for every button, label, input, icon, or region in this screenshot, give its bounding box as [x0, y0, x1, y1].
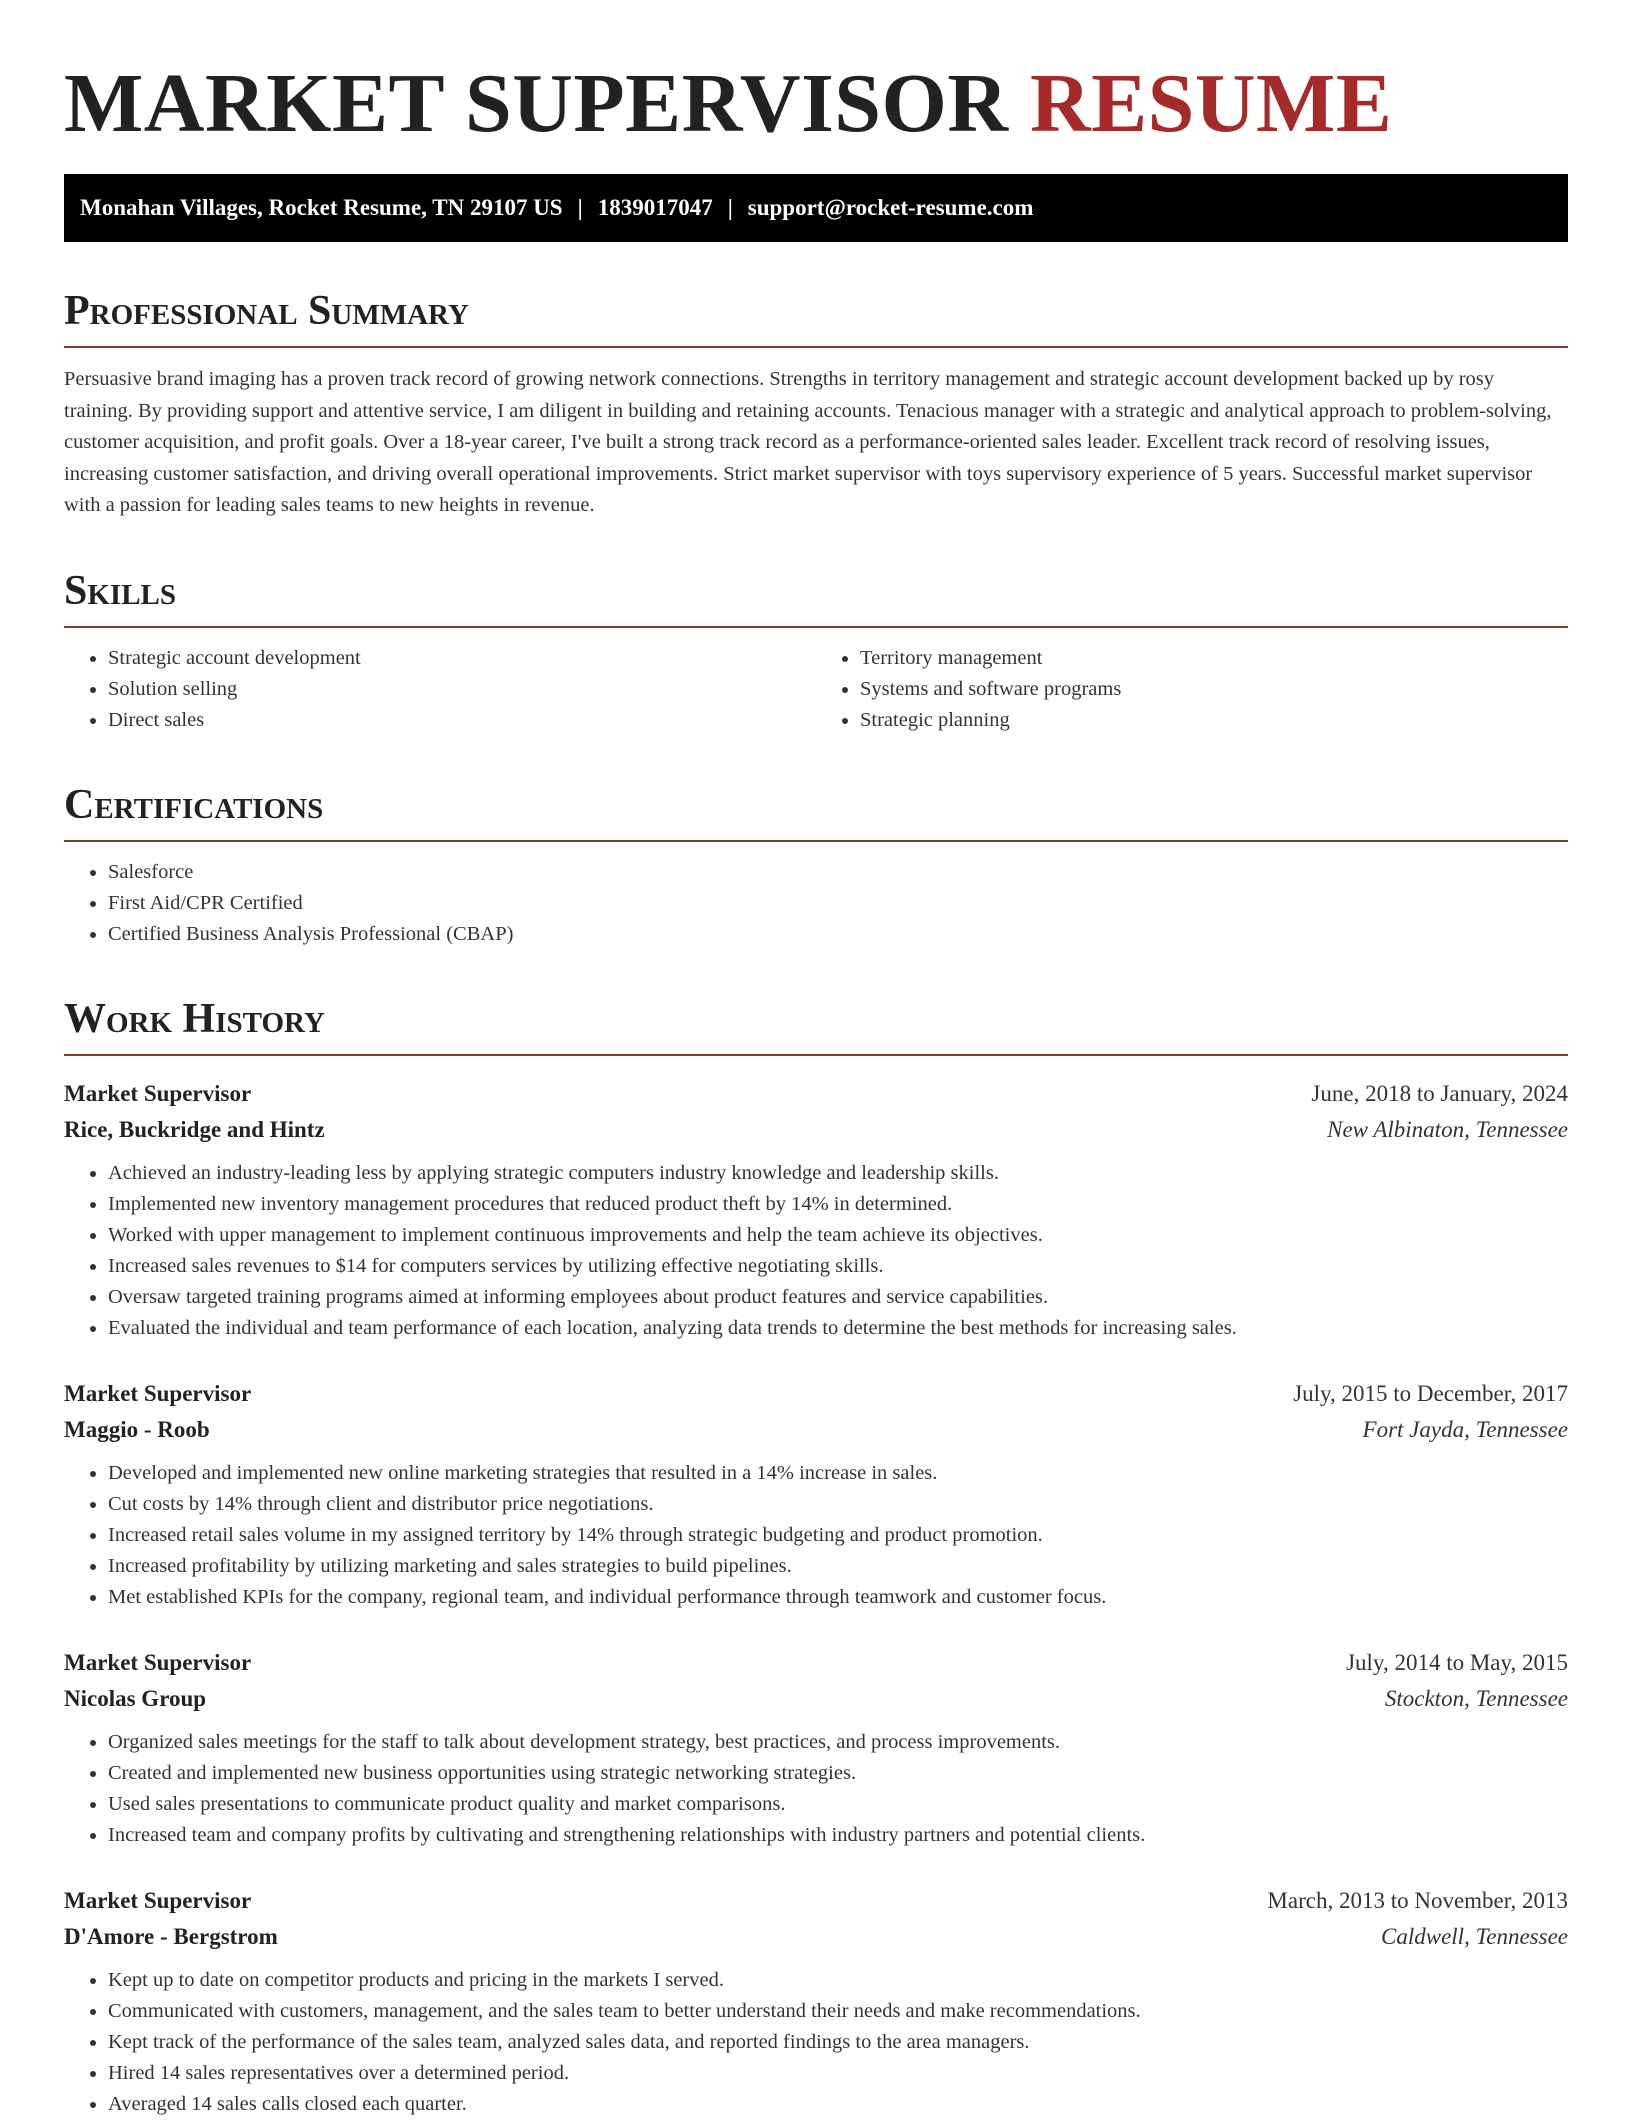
job-bullets	[64, 1458, 1568, 1613]
job-entry	[64, 1645, 1568, 1851]
job-bullet: • Increased profitability by utilizing marketing and sales strategies to build pipelines.	[108, 1551, 1568, 1582]
job-company: D'Amore - Bergstrom	[64, 1923, 278, 1949]
job-title: Market Supervisor	[64, 1380, 252, 1406]
skills-list-right	[816, 643, 1568, 736]
job-title: Market Supervisor	[64, 1649, 252, 1675]
job-location: Fort Jayda, Tennessee	[1362, 1416, 1568, 1442]
job-bullet: • Worked with upper management to implement continuous improvements and help the team achieve its objectives.	[108, 1220, 1568, 1251]
job-bullet: • Kept up to date on competitor products and pricing in the markets I served.	[108, 1965, 1568, 1996]
contact-phone: 1839017047	[597, 195, 713, 220]
job-bullets	[64, 1727, 1568, 1851]
skills-heading: Skills	[64, 566, 1568, 628]
job-company-row	[64, 1112, 1568, 1148]
skills-section	[64, 566, 1568, 736]
job-dates: July, 2014 to May, 2015	[1346, 1649, 1568, 1675]
job-header-row	[64, 1645, 1568, 1681]
certifications-heading: Certifications	[64, 780, 1568, 842]
summary-text: Persuasive brand imaging has a proven track record of growing network connections. Strengths in territory management and strategic account development backed up by rosy training. By providing support and attentive service, I am diligent in building and retaining accounts. Tenacious manager with a strategic and analytical approach to problem-solving, customer acquisition, and profit goals. Over a 18-year career, I've built a strong track record as a performance-oriented sales leader. Excellent track record of resolving issues, increasing customer satisfaction, and driving overall operational improvements. Strict market supervisor with toys supervisory experience of 5 years. Successful market supervisor with a passion for leading sales teams to new heights in revenue.	[64, 368, 1552, 516]
contact-bar	[64, 174, 1568, 242]
job-dates: July, 2015 to December, 2017	[1293, 1380, 1568, 1406]
job-bullet: • Increased retail sales volume in my assigned territory by 14% through strategic budgeting and product promotion.	[108, 1520, 1568, 1551]
job-entry	[64, 1883, 1568, 2120]
job-header-row	[64, 1883, 1568, 1919]
job-entry	[64, 1376, 1568, 1613]
certifications-section	[64, 780, 1568, 950]
work-history-heading: Work History	[64, 994, 1568, 1056]
job-dates: March, 2013 to November, 2013	[1267, 1887, 1568, 1913]
contact-separator: |	[727, 195, 733, 220]
job-bullet: • Developed and implemented new online marketing strategies that resulted in a 14% increase in sales.	[108, 1458, 1568, 1489]
skills-grid	[64, 643, 1568, 736]
job-bullet: • Evaluated the individual and team performance of each location, analyzing data trends to determine the best methods for increasing sales.	[108, 1313, 1568, 1344]
work-history-section	[64, 994, 1568, 2120]
job-location: New Albinaton, Tennessee	[1327, 1116, 1568, 1142]
job-bullet: • Hired 14 sales representatives over a determined period.	[108, 2058, 1568, 2089]
job-bullet: • Oversaw targeted training programs aimed at informing employees about product features and service capabilities.	[108, 1282, 1568, 1313]
certification-item: • First Aid/CPR Certified	[108, 888, 1568, 919]
skill-item: • Strategic account development	[108, 643, 816, 674]
job-bullets	[64, 1158, 1568, 1344]
job-bullet: • Kept track of the performance of the sales team, analyzed sales data, and reported findings to the area managers.	[108, 2027, 1568, 2058]
title-accent: RESUME	[1029, 57, 1393, 150]
skill-item: • Systems and software programs	[860, 674, 1568, 705]
skill-item: • Direct sales	[108, 705, 816, 736]
job-company: Rice, Buckridge and Hintz	[64, 1116, 325, 1142]
certification-item: • Certified Business Analysis Professional (CBAP)	[108, 919, 1568, 950]
contact-email: support@rocket-resume.com	[747, 195, 1034, 220]
summary-section	[64, 286, 1568, 522]
job-bullets	[64, 1965, 1568, 2120]
job-dates: June, 2018 to January, 2024	[1311, 1080, 1568, 1106]
job-bullet: • Increased team and company profits by cultivating and strengthening relationships with industry partners and potential clients.	[108, 1820, 1568, 1851]
job-title: Market Supervisor	[64, 1887, 252, 1913]
skill-item: • Strategic planning	[860, 705, 1568, 736]
contact-separator: |	[577, 195, 583, 220]
job-company-row	[64, 1919, 1568, 1955]
job-entry	[64, 1076, 1568, 1344]
contact-address: Monahan Villages, Rocket Resume, TN 29107 US	[80, 195, 563, 220]
certification-item: • Salesforce	[108, 857, 1568, 888]
job-bullet: • Achieved an industry-leading less by applying strategic computers industry knowledge and leadership skills.	[108, 1158, 1568, 1189]
job-location: Caldwell, Tennessee	[1381, 1923, 1568, 1949]
job-bullet: • Increased sales revenues to $14 for computers services by utilizing effective negotiating skills.	[108, 1251, 1568, 1282]
job-company: Maggio - Roob	[64, 1416, 210, 1442]
job-company: Nicolas Group	[64, 1685, 207, 1711]
skills-list-left	[64, 643, 816, 736]
job-company-row	[64, 1412, 1568, 1448]
job-title: Market Supervisor	[64, 1080, 252, 1106]
summary-heading: Professional Summary	[64, 286, 1568, 348]
title-main: MARKET SUPERVISOR	[64, 57, 1009, 150]
skill-item: • Territory management	[860, 643, 1568, 674]
job-bullet: • Cut costs by 14% through client and distributor price negotiations.	[108, 1489, 1568, 1520]
job-header-row	[64, 1376, 1568, 1412]
job-bullet: • Created and implemented new business opportunities using strategic networking strategies.	[108, 1758, 1568, 1789]
job-location: Stockton, Tennessee	[1384, 1685, 1568, 1711]
job-bullet: • Met established KPIs for the company, regional team, and individual performance through teamwork and customer focus.	[108, 1582, 1568, 1613]
resume-title	[64, 54, 1568, 154]
job-bullet: • Averaged 14 sales calls closed each quarter.	[108, 2089, 1568, 2120]
job-bullet: • Communicated with customers, management, and the sales team to better understand their needs and make recommendations.	[108, 1996, 1568, 2027]
job-header-row	[64, 1076, 1568, 1112]
job-bullet: • Organized sales meetings for the staff to talk about development strategy, best practices, and process improvements.	[108, 1727, 1568, 1758]
skill-item: • Solution selling	[108, 674, 816, 705]
job-bullet: • Used sales presentations to communicate product quality and market comparisons.	[108, 1789, 1568, 1820]
certifications-list	[64, 857, 1568, 950]
job-company-row	[64, 1681, 1568, 1717]
job-bullet: • Implemented new inventory management procedures that reduced product theft by 14% in determined.	[108, 1189, 1568, 1220]
